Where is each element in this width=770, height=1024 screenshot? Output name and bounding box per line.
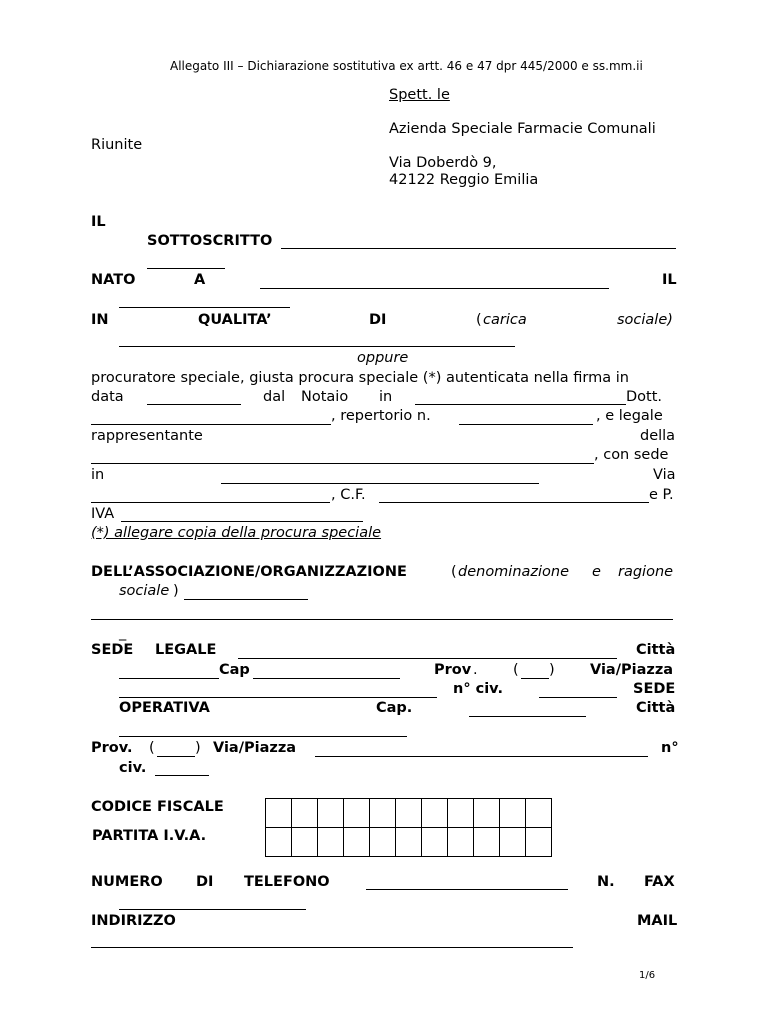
code-digit-cell[interactable]	[500, 799, 526, 828]
carica-field[interactable]	[119, 346, 515, 347]
label-carica: carica	[483, 312, 527, 328]
codes-grid	[265, 798, 552, 857]
code-digit-cell[interactable]	[500, 828, 526, 857]
sede-legale-cap-field[interactable]	[253, 678, 400, 679]
label-numero: NUMERO	[91, 874, 163, 890]
sede-op-via-field[interactable]	[315, 756, 648, 757]
code-digit-cell[interactable]	[448, 799, 474, 828]
repertorio-field[interactable]	[459, 424, 593, 425]
label-in-sede: in	[91, 467, 105, 483]
label-denominazione: denominazione	[458, 564, 570, 580]
label-sociale-close: )	[173, 583, 179, 599]
label-cf: , C.F.	[331, 487, 366, 503]
code-digit-cell[interactable]	[448, 828, 474, 857]
label-codice-fiscale: CODICE FISCALE	[91, 799, 224, 815]
label-in-notaio: in	[379, 389, 393, 405]
recipient-address-line1: Via Doberdò 9,	[389, 155, 497, 171]
label-fax: FAX	[644, 874, 675, 890]
code-digit-cell[interactable]	[526, 799, 552, 828]
label-sede-operativa: SEDE	[633, 681, 676, 697]
procura-date-field[interactable]	[147, 404, 241, 405]
label-dott: Dott.	[626, 389, 663, 405]
sede-op-citta-field[interactable]	[119, 736, 407, 737]
label-con-sede: , con sede	[594, 447, 669, 463]
label-in: IN	[91, 312, 109, 328]
label-prov-paren: (	[513, 662, 519, 678]
partita-iva-row	[266, 828, 552, 857]
sede-op-civ-field[interactable]	[155, 775, 209, 776]
company-street-field[interactable]	[91, 502, 330, 503]
org-underscore: _	[119, 625, 127, 641]
label-nato: NATO	[91, 272, 136, 288]
label-oppure: oppure	[357, 350, 409, 366]
code-digit-cell[interactable]	[396, 799, 422, 828]
label-legale: LEGALE	[155, 642, 217, 658]
label-sottoscritto: SOTTOSCRITTO	[147, 233, 273, 249]
label-notaio: Notaio	[301, 389, 349, 405]
label-della: della	[640, 428, 676, 444]
recipient-name-line2: Riunite	[91, 137, 143, 153]
label-e-legale: , e legale	[596, 408, 663, 424]
label-mail: MAIL	[637, 913, 678, 929]
label-partita-iva: PARTITA I.V.A.	[92, 828, 207, 844]
code-digit-cell[interactable]	[474, 799, 500, 828]
label-e: e	[592, 564, 601, 580]
label-prov-paren-close: )	[549, 662, 555, 678]
recipient-name-line1: Azienda Speciale Farmacie Comunali	[389, 121, 656, 137]
label-telefono: TELEFONO	[244, 874, 330, 890]
label-n-deg: n°	[661, 740, 679, 756]
label-e-p: e P.	[649, 487, 674, 503]
birthplace-field[interactable]	[260, 288, 609, 289]
label-di: DI	[369, 312, 387, 328]
sede-legale-civ-field[interactable]	[539, 697, 617, 698]
code-digit-cell[interactable]	[292, 799, 318, 828]
code-digit-cell[interactable]	[474, 828, 500, 857]
label-a: A	[194, 272, 206, 288]
sede-op-prov-field[interactable]	[157, 756, 195, 757]
company-city-field[interactable]	[221, 483, 539, 484]
label-prov2-paren-close: )	[195, 740, 201, 756]
label-sociale-org: sociale	[119, 583, 170, 599]
label-via-piazza: Via/Piazza	[590, 662, 674, 678]
fax-field[interactable]	[119, 909, 306, 910]
label-citta2: Città	[636, 700, 676, 716]
code-digit-cell[interactable]	[344, 799, 370, 828]
code-digit-cell[interactable]	[344, 828, 370, 857]
label-sede: SEDE	[91, 642, 134, 658]
label-il: IL	[91, 214, 106, 230]
codice-fiscale-row	[266, 799, 552, 828]
company-iva-field[interactable]	[121, 521, 363, 522]
label-indirizzo: INDIRIZZO	[91, 913, 176, 929]
company-name-field[interactable]	[91, 463, 594, 464]
label-citta: Città	[636, 642, 676, 658]
label-ragione: ragione	[618, 564, 674, 580]
notaio-name-field[interactable]	[91, 424, 331, 425]
label-dal: dal	[263, 389, 286, 405]
label-cap: Cap	[219, 662, 250, 678]
org-name-field-cont[interactable]	[91, 619, 673, 620]
code-digit-cell[interactable]	[422, 799, 448, 828]
code-digit-cell[interactable]	[266, 799, 292, 828]
sede-legale-prov-field[interactable]	[521, 678, 549, 679]
telefono-field[interactable]	[366, 889, 568, 890]
code-digit-cell[interactable]	[318, 828, 344, 857]
label-via: Via	[653, 467, 676, 483]
label-sociale: sociale)	[617, 312, 673, 328]
sede-legale-field[interactable]	[238, 658, 617, 659]
code-digit-cell[interactable]	[396, 828, 422, 857]
recipient-salutation: Spett. le	[389, 87, 450, 103]
label-associazione: DELL’ASSOCIAZIONE/ORGANIZZAZIONE	[91, 564, 407, 580]
code-digit-cell[interactable]	[266, 828, 292, 857]
label-denominazione-paren: (	[451, 564, 457, 580]
code-digit-cell[interactable]	[370, 828, 396, 857]
annex-title: Allegato III – Dichiarazione sostitutiva ex artt. 46 e 47 dpr 445/2000 e ss.mm.ii	[170, 59, 643, 73]
label-prov2-paren: (	[149, 740, 155, 756]
label-n-fax: N.	[597, 874, 615, 890]
label-rappresentante: rappresentante	[91, 428, 203, 444]
note-allegare: (*) allegare copia della procura speciale	[91, 525, 382, 541]
sede-legale-via-field[interactable]	[119, 697, 437, 698]
label-prov2: Prov.	[91, 740, 133, 756]
procuratore-text: procuratore speciale, giusta procura speciale (*) autenticata nella firma in	[91, 370, 629, 386]
label-qualita: QUALITA’	[198, 312, 272, 328]
label-cap2: Cap.	[376, 700, 413, 716]
code-digit-cell[interactable]	[292, 828, 318, 857]
sede-legale-citta-field[interactable]	[119, 678, 219, 679]
label-carica-paren: (	[476, 312, 482, 328]
sede-op-cap-field[interactable]	[469, 716, 586, 717]
label-prov: Prov	[434, 662, 472, 678]
company-cf-field[interactable]	[379, 502, 649, 503]
code-digit-cell[interactable]	[526, 828, 552, 857]
label-iva: IVA	[91, 506, 115, 522]
code-digit-cell[interactable]	[318, 799, 344, 828]
mail-field[interactable]	[91, 947, 573, 948]
label-civ: civ.	[119, 760, 147, 776]
org-name-field[interactable]	[184, 599, 308, 600]
page-number: 1/6	[639, 970, 656, 981]
recipient-address-line2: 42122 Reggio Emilia	[389, 172, 539, 188]
label-operativa: OPERATIVA	[119, 700, 210, 716]
label-di-tel: DI	[196, 874, 214, 890]
notaio-city-field[interactable]	[415, 404, 626, 405]
code-digit-cell[interactable]	[370, 799, 396, 828]
label-prov-dot: .	[473, 662, 478, 678]
label-repertorio: , repertorio n.	[331, 408, 431, 424]
sottoscritto-field[interactable]	[281, 248, 676, 249]
label-il-date: IL	[662, 272, 677, 288]
sottoscritto-field-cont[interactable]	[147, 268, 225, 269]
label-n-civ: n° civ.	[453, 681, 503, 697]
label-via-piazza2: Via/Piazza	[213, 740, 297, 756]
label-data: data	[91, 389, 124, 405]
code-digit-cell[interactable]	[422, 828, 448, 857]
birthdate-field[interactable]	[119, 307, 290, 308]
